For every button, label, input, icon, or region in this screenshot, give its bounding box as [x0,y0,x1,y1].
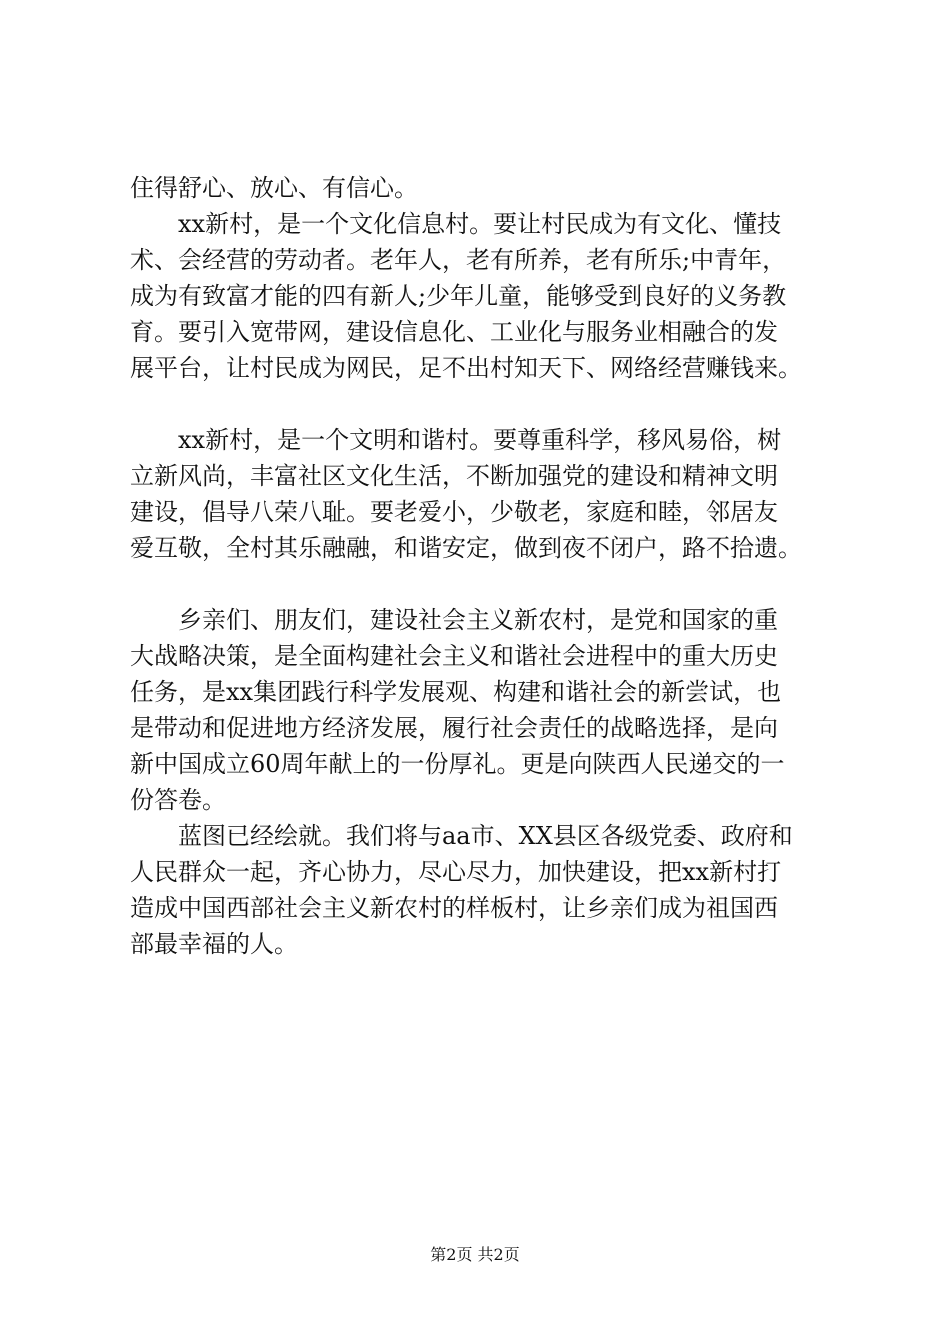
paragraph-blueprint [130,818,830,962]
paragraph-spacer [130,386,830,422]
text-line: 大战略决策，是全面构建社会主义和谐社会进程中的重大历史 [130,642,778,670]
paragraph-spacer [130,566,830,602]
paragraph-strategic-decision [130,602,830,818]
text-line: 造成中国西部社会主义新农村的样板村，让乡亲们成为祖国西 [130,894,778,922]
document-body [130,170,830,962]
text-line: 展平台，让村民成为网民，足不出村知天下、网络经营赚钱来。 [130,354,802,382]
paragraph-harmony-village [130,422,830,566]
text-line: xx新村，是一个文化信息村。要让村民成为有文化、懂技 [178,210,782,238]
text-line: 人民群众一起，齐心协力，尽心尽力，加快建设，把xx新村打 [130,858,782,886]
text-line: 乡亲们、朋友们，建设社会主义新农村，是党和国家的重 [178,606,778,634]
text-line: 是带动和促进地方经济发展，履行社会责任的战略选择，是向 [130,714,778,742]
text-line: 术、会经营的劳动者。老年人，老有所养，老有所乐;中青年， [130,246,787,274]
text-line: 蓝图已经绘就。我们将与aa市、XX县区各级党委、政府和 [178,822,793,850]
text-line: 住得舒心、放心、有信心。 [130,174,418,202]
text-line: 成为有致富才能的四有新人;少年儿童，能够受到良好的义务教 [130,282,787,310]
paragraph-continuation [130,170,830,206]
text-line: 育。要引入宽带网，建设信息化、工业化与服务业相融合的发 [130,318,778,346]
text-line: 份答卷。 [130,786,226,814]
paragraph-culture-village [130,206,830,386]
text-line: 任务，是xx集团践行科学发展观、构建和谐社会的新尝试，也 [130,678,782,706]
text-line: 新中国成立60周年献上的一份厚礼。更是向陕西人民递交的一 [130,750,785,778]
text-line: 立新风尚，丰富社区文化生活，不断加强党的建设和精神文明 [130,462,778,490]
text-line: 建设，倡导八荣八耻。要老爱小，少敬老，家庭和睦，邻居友 [130,498,778,526]
text-line: 部最幸福的人。 [130,930,298,958]
text-line: 爱互敬，全村其乐融融，和谐安定，做到夜不闭户，路不拾遗。 [130,534,802,562]
text-line: xx新村，是一个文明和谐村。要尊重科学，移风易俗，树 [178,426,782,454]
page-number-footer: 第2页 共2页 [430,1245,520,1264]
